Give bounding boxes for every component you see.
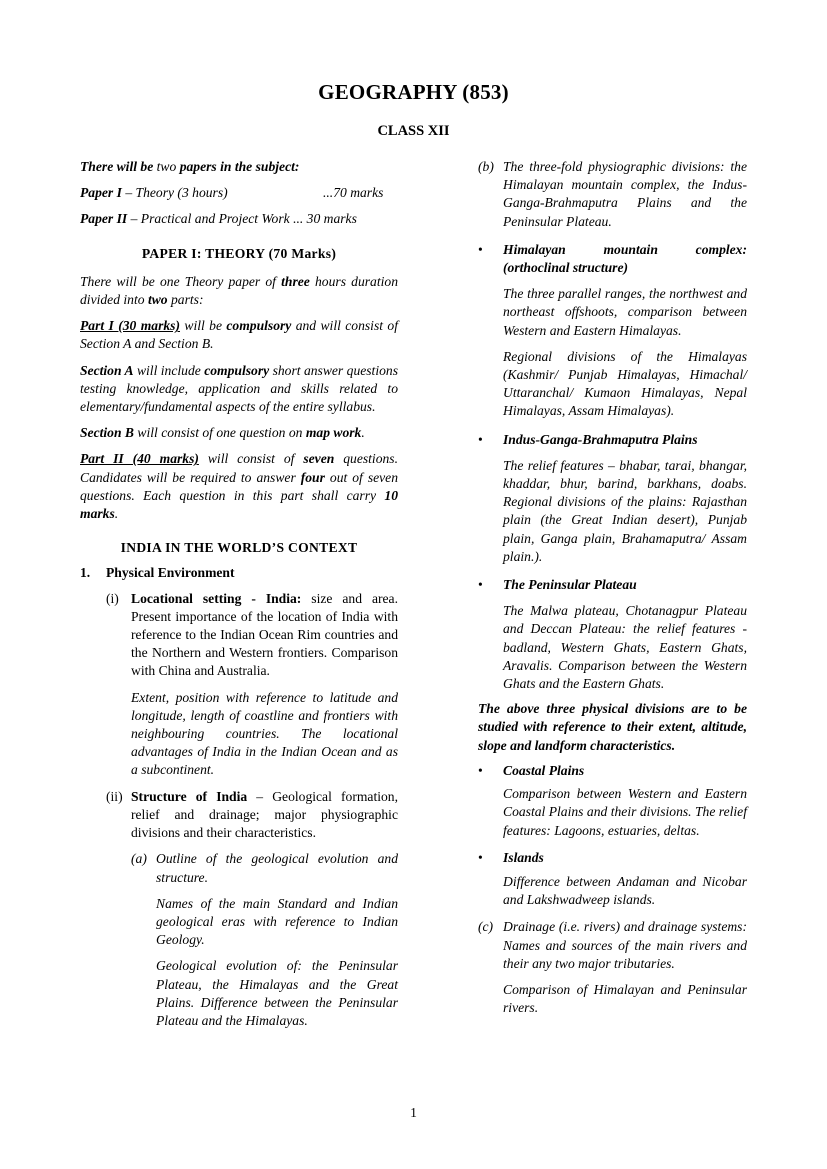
subtopic-c: (c) Drainage (i.e. rivers) and drainage systems: Names and sources of the main rivers and their any two major tributaries. Comparison of Himalayan and Peninsular rivers. — [478, 919, 747, 1016]
subtopic-list — [80, 590, 398, 1030]
right-column — [478, 158, 747, 1017]
paper1-heading: PAPER I: THEORY (70 Marks) — [141, 245, 337, 261]
coastal-plains-section: • Coastal Plains Comparison between Western and Eastern Coastal Plains and their divisions. The relief features: Lagoons, estuaries, deltas. — [478, 762, 747, 838]
left-column — [80, 158, 398, 1030]
himalayan-section: • Himalayan mountain complex: (orthoclinal structure) The three parallel ranges, the northwest and northeast offshoots, comparison between Western and Eastern Himalayas. Regional divisions of the Himalayas (Kashmir/ Punjab Himalayas, Himachal/ Uttaranchal/ Kumaon Himalayas, Nepal Himalayas, Assam Himalayas). — [478, 241, 747, 419]
paper2-line: Paper II – Practical and Project Work ... 30 marks — [80, 211, 357, 227]
islands-section: • Islands Difference between Andaman and Nicobar and Lakshwadweep islands. — [478, 849, 747, 908]
page-number: 1 — [410, 1105, 417, 1120]
part2-paragraph: Part II (40 marks) will consist of seven questions. Candidates will be required to answer four out of seven questions. Each question in this part shall carry 10 marks. — [80, 451, 399, 522]
subtopic-b: (b) The three-fold physiographic divisions: the Himalayan mountain complex, the Indus-Ganga-Brahmaputra Plains and the Peninsular Plateau. — [478, 159, 747, 229]
class-subtitle: CLASS XII — [377, 123, 450, 139]
topic-physical-environment: 1. Physical Environment — [80, 565, 235, 581]
sectionB-paragraph: Section B will consist of one question on map work. — [80, 425, 365, 441]
part1-paragraph: Part I (30 marks) will be compulsory and will consist of Section A and Section B. — [80, 318, 398, 352]
papers-intro: There will be two papers in the subject: — [80, 159, 300, 174]
peninsular-plateau-section: • The Peninsular Plateau The Malwa plateau, Chotanagpur Plateau and Deccan Plateau: the relief features - badland, Western Ghats, Eastern Ghats, Aravalis. Comparison between the Western Ghats and the Eastern Ghats. — [478, 577, 747, 692]
subtopic-i: (i) Locational setting - India: size and area. Present importance of the location of India with reference to the Indian Ocean Rim countries and the Northern and Western frontiers. Comparison with China and Australia. Extent, position with reference to latitude and longitude, length of coastline and frontiers with neighbouring countries. The locational advantages of India in the Indian Ocean and as a subcontinent. — [106, 590, 398, 778]
theory-paragraph: There will be one Theory paper of three hours duration divided into two parts: — [80, 273, 398, 308]
india-context-heading: INDIA IN THE WORLD’S CONTEXT — [120, 540, 358, 556]
page-title: GEOGRAPHY (853) — [318, 80, 509, 104]
subtopic-ii: (ii) Structure of India – Geological formation, relief and drainage; major physiographic divisions and their characteristics. (a) Outline of the geological evolution and structure. Names of the main Standard and Indian geological eras with reference to Indian Geology. Geological evolution of: the Peninsular Plateau, the Himalayas and the Great Plains. Difference between the Peninsular Plateau and the Himalayas. — [106, 788, 398, 1030]
physical-divisions-note: The above three physical divisions are to be studied with reference to their extent, altitude, slope and landform characteristics. — [478, 701, 747, 753]
paper1-line: Paper I – Theory (3 hours) ...70 marks — [80, 185, 384, 201]
sectionA-paragraph: Section A will include compulsory short answer questions testing knowledge, application and skills related to elementary/fundamental aspects of the entire syllabus. — [80, 362, 398, 415]
igb-plains-section: • Indus-Ganga-Brahmaputra Plains The relief features – bhabar, tarai, bhangar, khaddar, bhur, barind, barkhans, doabs. Regional divisions of the plains: Rajasthan plain (the Great Indian desert), Punjab plain, Ganga plain, Brahamaputra/ Assam plain.). — [478, 431, 747, 564]
subtopic-a: (a) Outline of the geological evolution and structure. Names of the main Standard and Indian geological eras with reference to Indian Geology. Geological evolution of: the Peninsular Plateau, the Himalayas and the Great Plains. Difference between the Peninsular Plateau and the Himalayas. — [131, 851, 398, 1028]
